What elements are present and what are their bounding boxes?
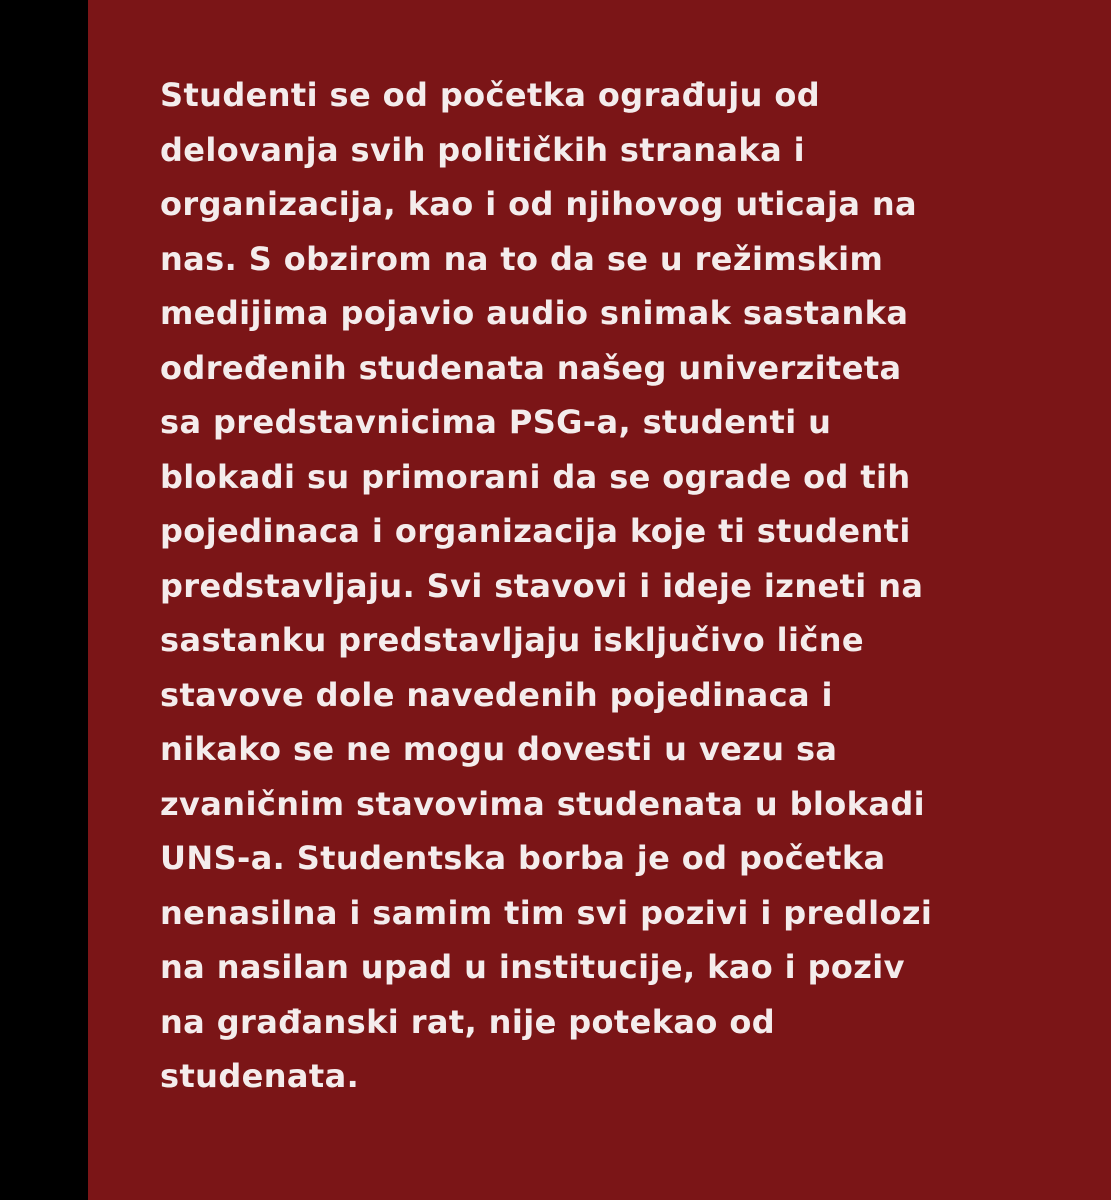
statement-line: nenasilna i samim tim svi pozivi i predlozi <box>160 893 933 932</box>
statement-line: medijima pojavio audio snimak sastanka <box>160 294 909 332</box>
statement-line: organizacija, kao i od njihovog uticaja na <box>160 185 918 223</box>
statement-line: sastanku predstavljaju isključivo lične <box>160 621 865 659</box>
statement-line: stavove dole navedenih pojedinaca i <box>160 675 833 714</box>
statement-line: sa predstavnicima PSG-a, studenti u <box>160 403 832 441</box>
statement-line: zvaničnim stavovima studenata u blokadi <box>160 784 925 823</box>
statement-line: studenata. <box>160 1057 360 1095</box>
statement-text <box>160 68 1060 1104</box>
statement-line: određenih studenata našeg univerziteta <box>160 348 902 387</box>
statement-line: na nasilan upad u institucije, kao i poziv <box>160 948 905 986</box>
statement-line: Studenti se od početka ograđuju od <box>160 76 821 114</box>
statement-line: nikako se ne mogu dovesti u vezu sa <box>160 730 838 768</box>
statement-line: delovanja svih političkih stranaka i <box>160 130 806 169</box>
statement-line: nas. S obzirom na to da se u režimskim <box>160 239 884 278</box>
statement-line: pojedinaca i organizacija koje ti studenti <box>160 512 911 550</box>
statement-line: na građanski rat, nije potekao od <box>160 1002 776 1041</box>
statement-line: blokadi su primorani da se ograde od tih <box>160 457 911 496</box>
statement-line: UNS-a. Studentska borba je od početka <box>160 839 886 877</box>
statement-line: predstavljaju. Svi stavovi i ideje izneti na <box>160 566 924 605</box>
